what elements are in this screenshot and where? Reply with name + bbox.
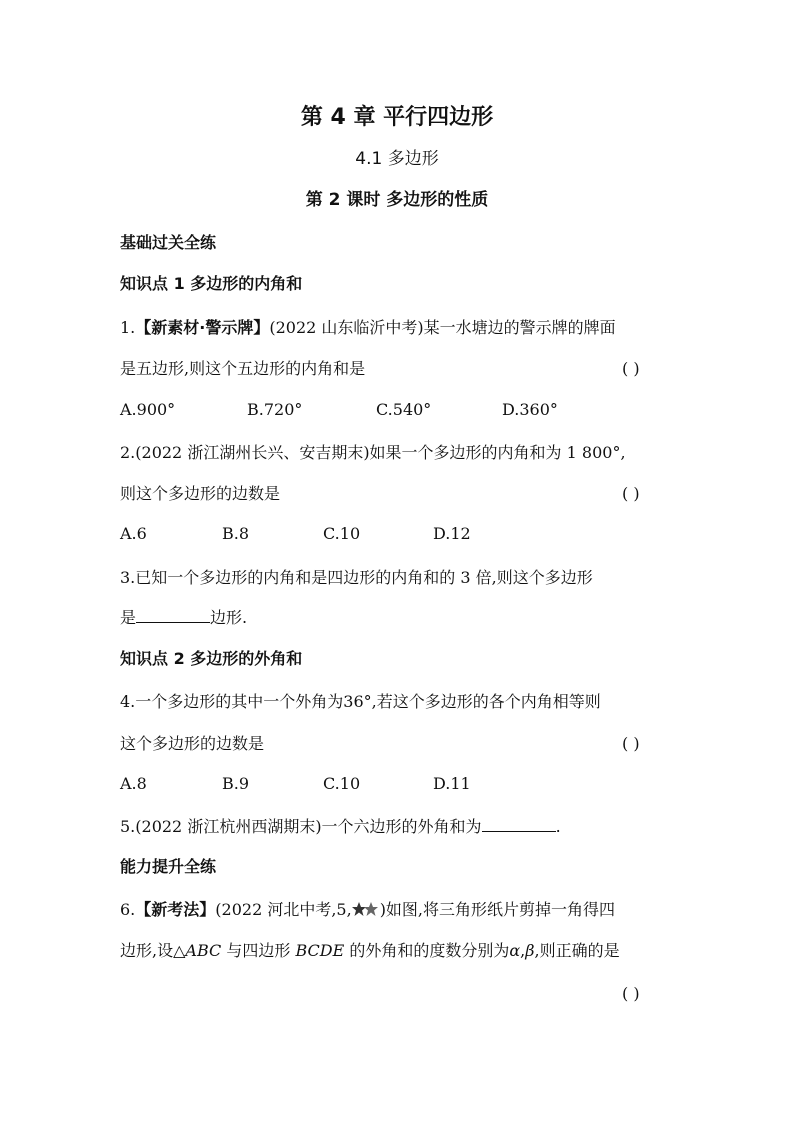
question-1-option-a[interactable]: A.900° [120, 400, 176, 419]
question-4-line-1: 4.一个多边形的其中一个外角为36°,若这个多边形的各个内角相等则 [120, 692, 601, 711]
q6-text-c: 的外角和的度数分别为 [344, 941, 510, 960]
q6-quad-bcde: BCDE [295, 941, 345, 960]
question-4-line-2: 这个多边形的边数是 [120, 734, 265, 753]
question-6-tag: 【新考法】 [135, 900, 216, 919]
question-1-option-b[interactable]: B.720° [247, 400, 303, 419]
question-3-text-post: 边形. [210, 608, 248, 627]
question-5-line-1 [120, 816, 561, 838]
question-3-answer-blank[interactable] [136, 607, 210, 623]
q6-comma: , [520, 941, 526, 960]
question-2-line-1: 2.(2022 浙江湖州长兴、安吉期末)如果一个多边形的内角和为 1 800°, [120, 443, 626, 462]
question-6-text-post: )如图,将三角形纸片剪掉一角得四 [379, 900, 616, 919]
question-3-line-2 [120, 607, 247, 629]
question-5-text-post: . [555, 817, 561, 836]
section-advanced: 能力提升全练 [120, 857, 217, 876]
lesson-title: 第 2 课时 多边形的性质 [305, 190, 489, 210]
question-2-line-2: 则这个多边形的边数是 [120, 484, 281, 503]
question-5-answer-blank[interactable] [482, 816, 556, 832]
question-6-answer-paren[interactable]: ( ) [622, 984, 640, 1003]
question-2-answer-paren[interactable]: ( ) [622, 484, 640, 503]
question-4-option-d[interactable]: D.11 [433, 774, 471, 793]
question-1-option-c[interactable]: C.540° [376, 400, 432, 419]
q6-triangle-abc: ABC [185, 941, 222, 960]
question-1-number: 1. [120, 318, 136, 337]
question-2-option-b[interactable]: B.8 [222, 524, 250, 543]
question-2-option-c[interactable]: C.10 [323, 524, 361, 543]
q6-alpha: α [509, 941, 521, 960]
question-5-text-pre: 5.(2022 浙江杭州西湖期末)一个六边形的外角和为 [120, 817, 482, 836]
question-1-option-d[interactable]: D.360° [502, 400, 558, 419]
chapter-title: 第 4 章 平行四边形 [300, 105, 494, 130]
q6-beta: β [525, 941, 535, 960]
difficulty-stars-icon [352, 901, 380, 917]
question-4-option-c[interactable]: C.10 [323, 774, 361, 793]
question-6-line-2 [120, 940, 620, 962]
question-1-line-1 [120, 317, 616, 339]
question-1-line-2: 是五边形,则这个五边形的内角和是 [120, 359, 366, 378]
question-4-option-b[interactable]: B.9 [222, 774, 250, 793]
question-6-text-pre: (2022 河北中考,5, [215, 900, 352, 919]
q6-text-a: 边形,设△ [120, 941, 186, 960]
question-1-tag: 【新素材·警示牌】 [135, 318, 270, 337]
question-1-text-1: (2022 山东临沂中考)某一水塘边的警示牌的牌面 [269, 318, 616, 337]
question-6-line-1 [120, 899, 615, 921]
q6-text-b: 与四边形 [221, 941, 296, 960]
question-6-number: 6. [120, 900, 136, 919]
question-4-answer-paren[interactable]: ( ) [622, 734, 640, 753]
question-2-option-d[interactable]: D.12 [433, 524, 471, 543]
section-basic: 基础过关全练 [120, 233, 217, 252]
knowledge-point-1: 知识点 1 多边形的内角和 [120, 274, 303, 293]
question-3-line-1: 3.已知一个多边形的内角和是四边形的内角和的 3 倍,则这个多边形 [120, 568, 593, 587]
question-3-text-pre: 是 [120, 608, 137, 627]
section-title: 4.1 多边形 [355, 149, 439, 169]
question-4-option-a[interactable]: A.8 [120, 774, 147, 793]
question-2-option-a[interactable]: A.6 [120, 524, 147, 543]
knowledge-point-2: 知识点 2 多边形的外角和 [120, 649, 303, 668]
q6-text-d: ,则正确的是 [534, 941, 620, 960]
question-1-answer-paren[interactable]: ( ) [622, 359, 640, 378]
